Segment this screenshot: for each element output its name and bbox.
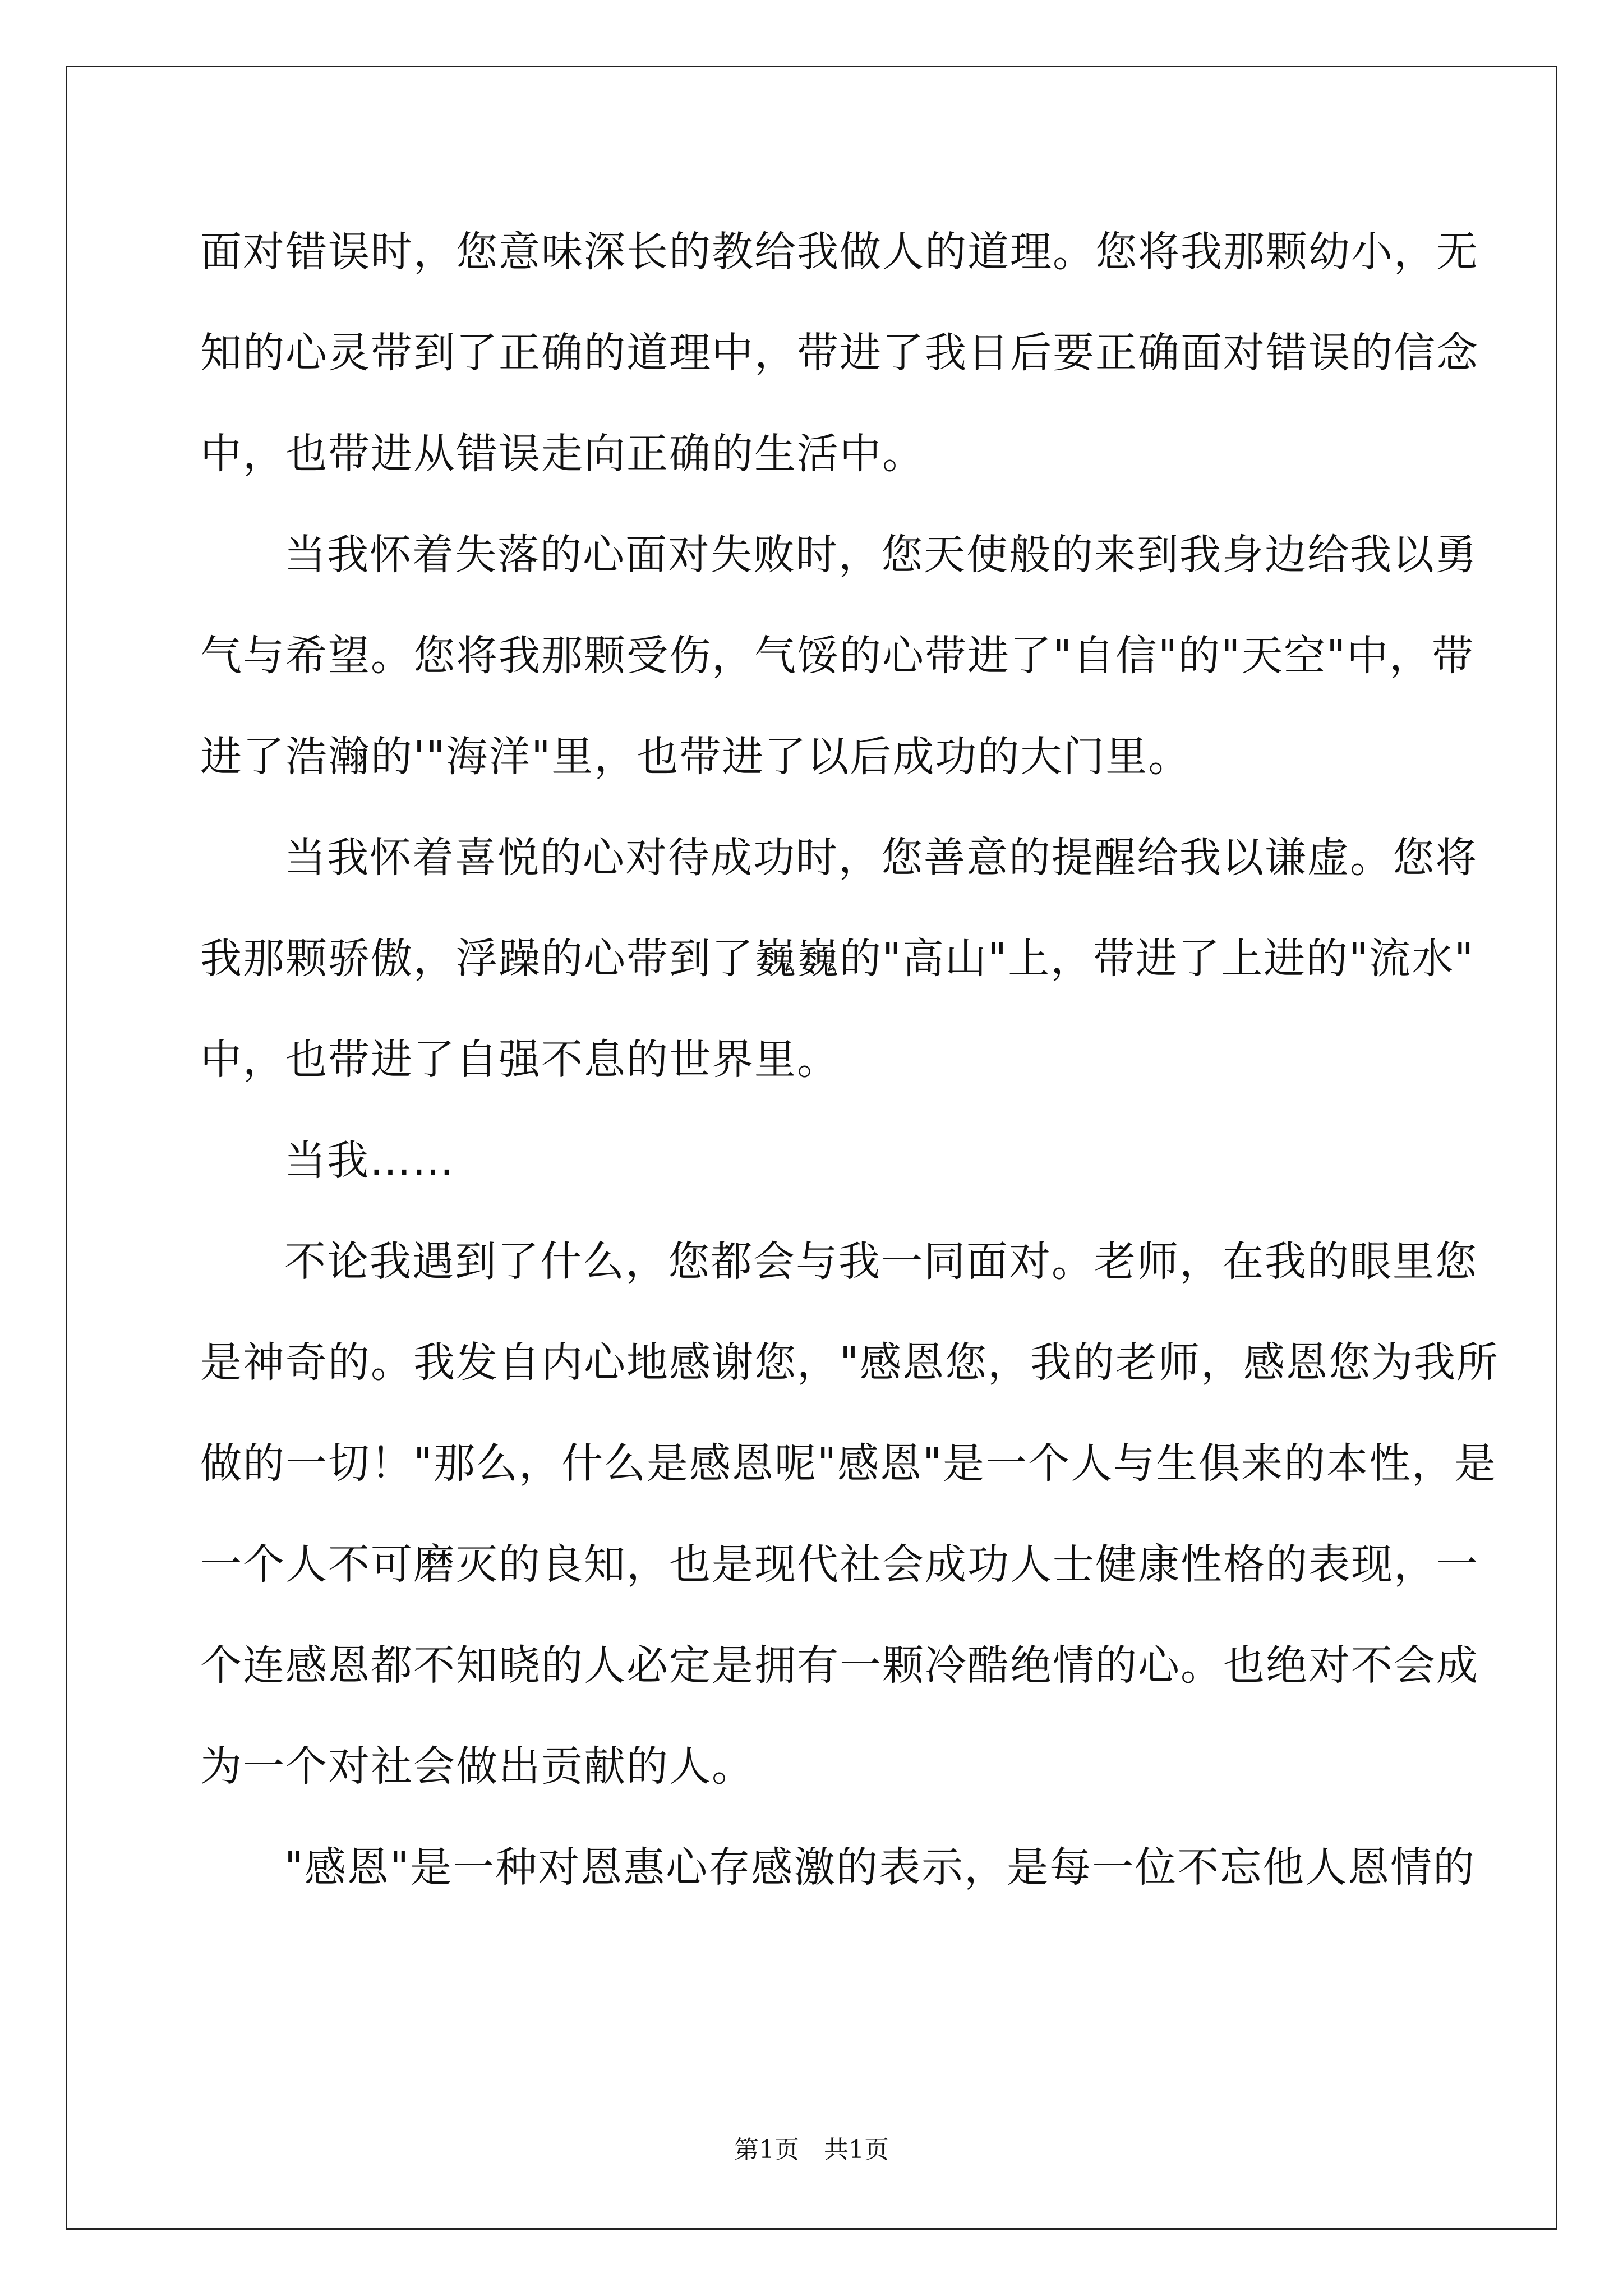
text-line <box>200 1320 1500 1421</box>
text-line <box>200 1220 1478 1320</box>
text-line-content: 面对错误时，您意味深长的教给我做人的道理。您将我那颗幼小，无 <box>200 228 1479 276</box>
text-line-content: 是神奇的。我发自内心地感谢您，"感恩您，我的老师，感恩您为我所 <box>200 1338 1500 1387</box>
text-line-content: 中，也带进了自强不息的世界里。 <box>200 1036 840 1084</box>
text-line <box>200 513 1478 614</box>
page-footer: 第1页 共1页 <box>734 2136 889 2164</box>
text-line-content: 气与希望。您将我那颗受伤，气馁的心带进了"自信"的"天空"中，带 <box>200 632 1475 680</box>
text-line <box>200 1421 1497 1522</box>
text-line <box>200 1522 1479 1623</box>
text-line <box>200 917 1475 1018</box>
text-line-content: 当我怀着喜悦的心对待成功时，您善意的提醒给我以谦虚。您将 <box>284 834 1478 882</box>
text-line <box>200 1825 1476 1926</box>
text-line-content: 进了浩瀚的'"海洋"里，也带进了以后成功的大门里。 <box>200 733 1191 781</box>
text-line <box>200 1018 1440 1119</box>
text-line <box>200 1119 1440 1220</box>
text-line-content: 为一个对社会做出贡献的人。 <box>200 1742 754 1791</box>
text-line-content: 个连感恩都不知晓的人必定是拥有一颗冷酷绝情的心。也绝对不会成 <box>200 1641 1479 1690</box>
text-line-content: 做的一切！"那么，什么是感恩呢"感恩"是一个人与生俱来的本性，是 <box>200 1439 1497 1488</box>
text-line <box>200 412 1440 513</box>
text-line-content: 一个人不可磨灭的良知，也是现代社会成功人士健康性格的表现，一 <box>200 1540 1479 1589</box>
text-line <box>200 1724 1440 1825</box>
text-line <box>200 614 1475 715</box>
text-line <box>200 816 1478 917</box>
text-line <box>200 1623 1479 1724</box>
text-line <box>200 311 1479 412</box>
text-line-content: 知的心灵带到了正确的道理中，带进了我日后要正确面对错误的信念 <box>200 329 1479 377</box>
text-line-content: 不论我遇到了什么，您都会与我一同面对。老师，在我的眼里您 <box>284 1237 1478 1286</box>
document-body <box>200 210 1500 1926</box>
text-line-content: 当我怀着失落的心面对失败时，您天使般的来到我身边给我以勇 <box>284 531 1478 579</box>
text-line <box>200 715 1440 816</box>
text-line-content: 当我…… <box>284 1137 455 1185</box>
text-line-content: 我那颗骄傲，浮躁的心带到了巍巍的"高山"上，带进了上进的"流水" <box>200 935 1475 983</box>
text-line-content: 中，也带进从错误走向正确的生活中。 <box>200 430 925 478</box>
text-line-content: "感恩"是一种对恩惠心存感激的表示，是每一位不忘他人恩情的 <box>284 1843 1476 1892</box>
text-line <box>200 210 1479 311</box>
